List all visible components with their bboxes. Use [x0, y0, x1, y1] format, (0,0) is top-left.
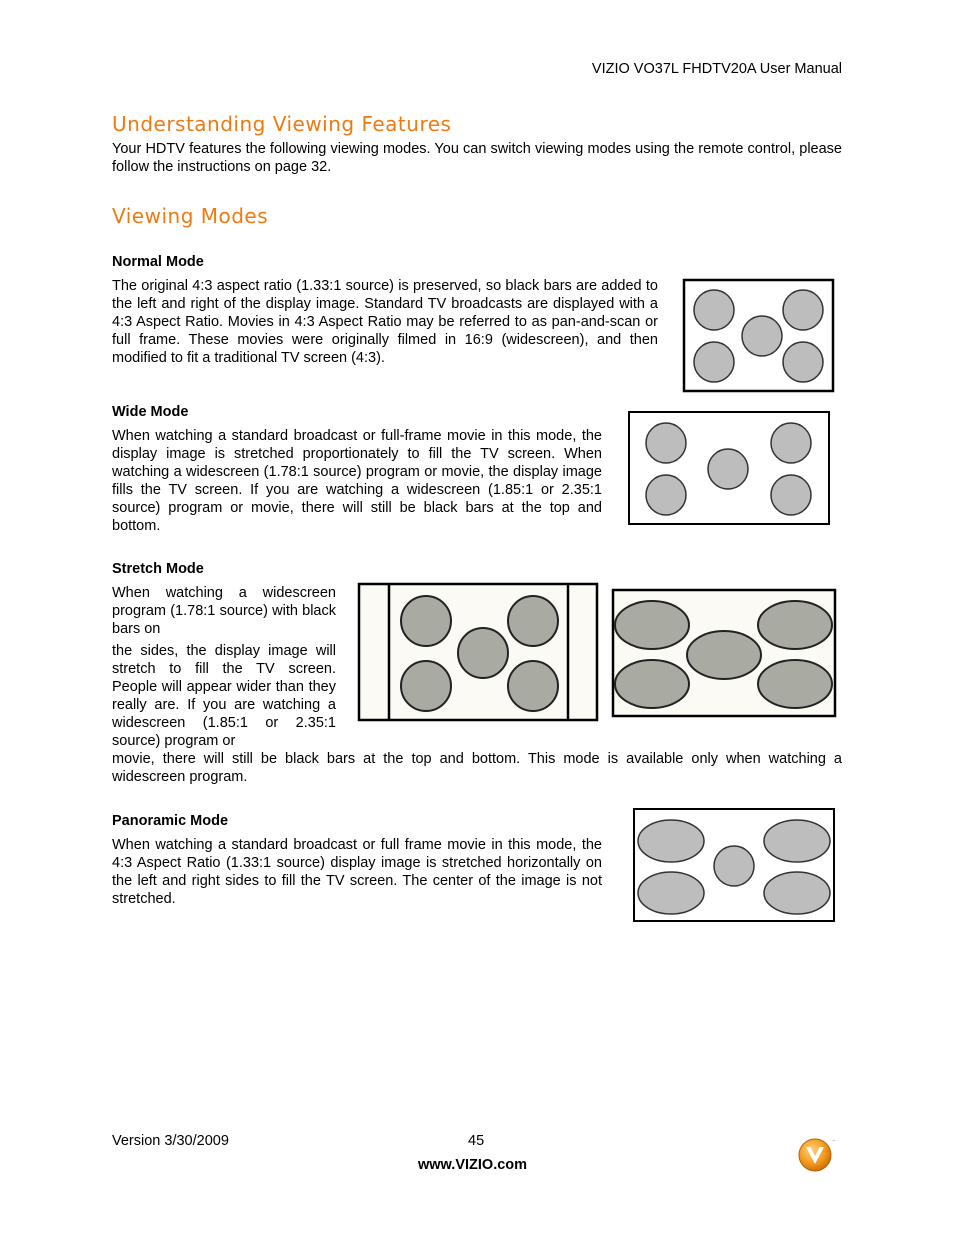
footer-version: Version 3/30/2009 — [112, 1133, 229, 1149]
svg-text:™: ™ — [832, 1139, 836, 1144]
manual-title: VIZIO VO37L FHDTV20A User Manual — [591, 61, 842, 77]
normal-mode-illustration — [674, 272, 840, 400]
wide-mode-illustration — [620, 404, 836, 532]
footer-page-number: 45 — [468, 1133, 485, 1149]
stretch-mode-title: Stretch Mode — [112, 561, 204, 577]
stretch-mode-body-part2: the sides, the display image will stretch to fill the TV screen. People will appear wider than they really are. If you are watching a widescreen (1.85:1 or 2.35:1 source) program or — [112, 643, 336, 749]
stretch-mode-body-part3: movie, there will still be black bars at the top and bottom. This mode is available only when watching a widescreen program. — [112, 751, 842, 785]
normal-mode-title: Normal Mode — [112, 254, 204, 270]
wide-mode-title: Wide Mode — [112, 404, 189, 420]
footer-website[interactable]: www.VIZIO.com — [418, 1157, 528, 1173]
vizio-logo-icon — [797, 1137, 837, 1178]
stretch-mode-before-illustration — [356, 582, 600, 724]
section-title-understanding: Understanding Viewing Features — [112, 112, 452, 136]
stretch-mode-body-part1: When watching a widescreen program (1.78:1 source) with black bars on — [112, 585, 336, 637]
panoramic-mode-illustration — [624, 800, 848, 926]
wide-mode-body: When watching a standard broadcast or full-frame movie in this mode, the display image is stretched proportionately to fill the TV screen. When watching a widescreen (1.78:1 source) program or movie, the display image fills the TV screen. If you are watching a widescreen (1.85:1 or 2.35:1 source) program or movie, there will still be black bars at the top and bottom. — [112, 428, 602, 534]
understanding-body: Your HDTV features the following viewing modes. You can switch viewing modes using the remote control, please follow the instructions on page 32. — [112, 141, 842, 175]
stretch-mode-after-illustration — [610, 587, 838, 719]
normal-mode-body: The original 4:3 aspect ratio (1.33:1 source) is preserved, so black bars are added to the left and right of the display image. Standard TV broadcasts are displayed with a 4:3 Aspect Ratio. Movies in 4:3 Aspect Ratio may be referred to as pan-and-scan or full frame. These movies were originally filmed in 16:9 (widescreen), and then modified to fit a traditional TV screen (4:3). — [112, 278, 658, 366]
panoramic-mode-title: Panoramic Mode — [112, 813, 229, 829]
panoramic-mode-body: When watching a standard broadcast or full frame movie in this mode, the 4:3 Aspect Ratio (1.33:1 source) display image is stretched horizontally on the left and right sides to fill the TV screen. The center of the image is not stretched. — [112, 837, 602, 907]
section-title-viewing-modes: Viewing Modes — [112, 204, 269, 228]
